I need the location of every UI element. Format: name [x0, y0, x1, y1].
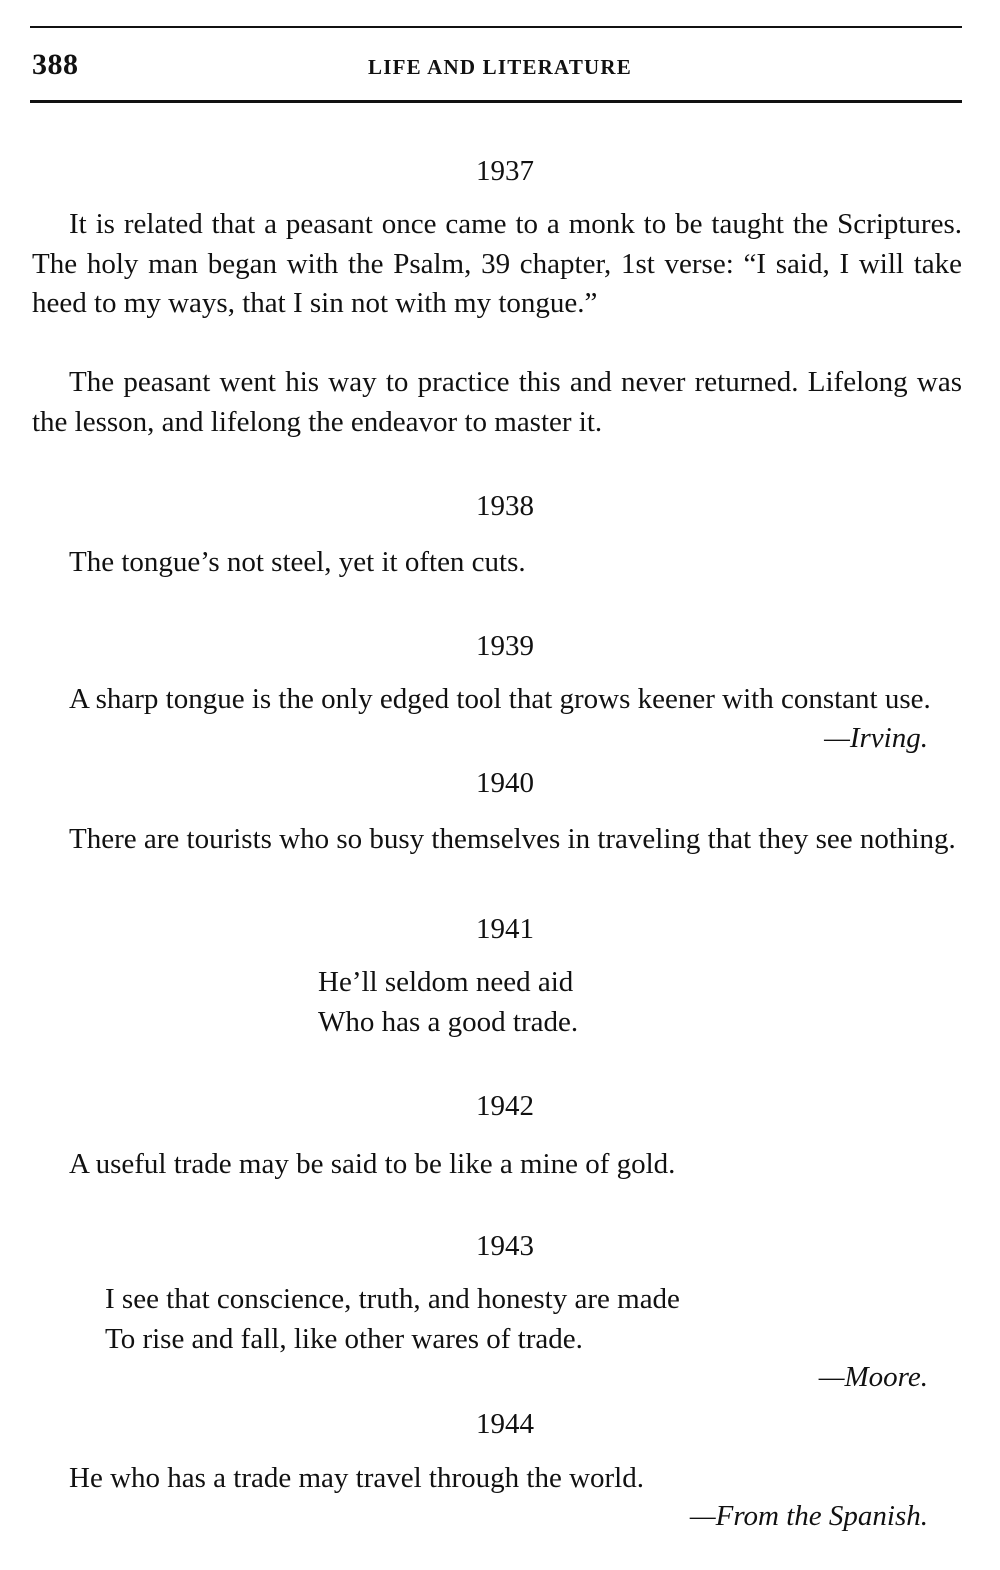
entry-paragraph	[32, 205, 962, 324]
entry-text: There are tourists who so busy themselves in traveling that they see nothing.	[69, 823, 956, 855]
page-number: 388	[32, 48, 79, 81]
entry-text: A useful trade may be said to be like a mine of gold.	[69, 1148, 676, 1180]
entry-text: A sharp tongue is the only edged tool that grows keener with constant use.	[69, 683, 931, 715]
entry-number: 1944	[476, 1408, 534, 1440]
entry-number: 1940	[476, 767, 534, 799]
entry-number: 1942	[476, 1090, 534, 1122]
header-rule	[30, 100, 962, 103]
entry-number: 1941	[476, 913, 534, 945]
entry-number: 1943	[476, 1230, 534, 1262]
verse-line: He’ll seldom need aid	[318, 966, 574, 998]
top-rule	[30, 26, 962, 28]
entry-text: The peasant went his way to practice this and never returned. Lifelong was the lesson, and lifelong the endeavor to master it.	[32, 366, 962, 438]
entry-number: 1937	[476, 155, 534, 187]
running-title: LIFE AND LITERATURE	[368, 55, 632, 79]
entry-number: 1938	[476, 490, 534, 522]
entry-paragraph	[32, 543, 962, 583]
entry-paragraph	[32, 363, 962, 442]
attribution: —From the Spanish.	[689, 1500, 928, 1532]
entry-text: It is related that a peasant once came to a monk to be taught the Scriptures. The holy man began with the Psalm, 39 chapter, 1st verse: “I said, I will take heed to my ways, that I sin not with my tongue.”	[32, 208, 962, 319]
attribution: —Irving.	[824, 722, 928, 754]
verse-line: I see that conscience, truth, and honesty are made	[105, 1283, 680, 1315]
entry-paragraph	[32, 680, 962, 720]
entry-text: The tongue’s not steel, yet it often cuts.	[69, 546, 526, 578]
entry-paragraph	[32, 1459, 962, 1499]
entry-text: He who has a trade may travel through the world.	[69, 1462, 644, 1494]
entry-number: 1939	[476, 630, 534, 662]
entry-paragraph	[32, 1145, 962, 1185]
attribution: —Moore.	[818, 1361, 928, 1393]
entry-paragraph	[32, 820, 962, 860]
verse-line: Who has a good trade.	[318, 1006, 579, 1038]
verse-line: To rise and fall, like other wares of trade.	[105, 1323, 583, 1355]
